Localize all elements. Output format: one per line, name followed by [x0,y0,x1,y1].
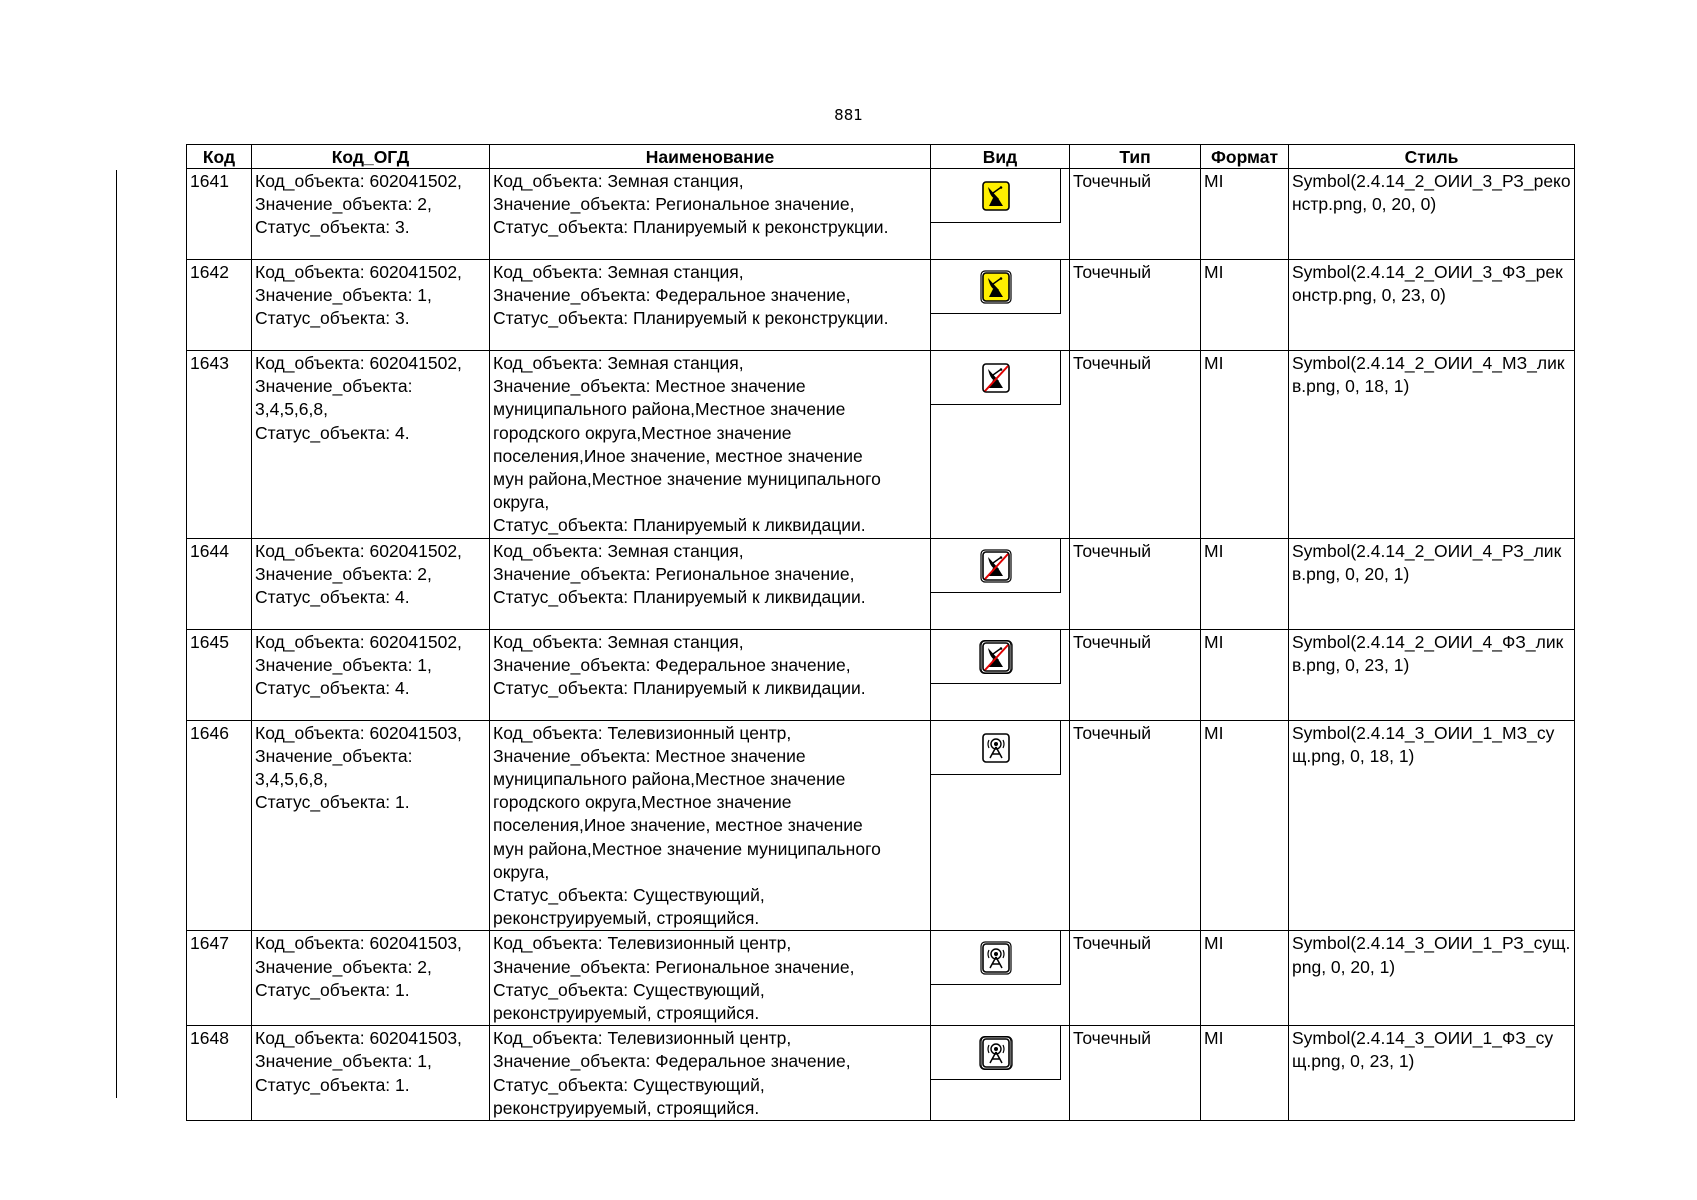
view-cell [931,260,1070,351]
style-cell [1289,351,1575,539]
cell-line: Значение_объекта: Федеральное значение, [493,1051,851,1072]
ogd-cell [252,538,490,629]
cell-line: Код_объекта: Телевизионный центр, [493,1028,792,1049]
header-style: Стиль [1289,145,1575,169]
page-number: 881 [834,106,863,124]
cell-line: Значение_объекта: Федеральное значение, [493,654,851,675]
name-cell [490,1026,931,1121]
cell-line: городского округа,Местное значение [493,792,792,813]
format-cell [1201,720,1289,931]
symbol-preview [931,1026,1061,1080]
cell-text: MI [1204,933,1224,954]
earth-station-reconstruction-federal-icon [979,270,1013,304]
margin-line [116,170,117,1098]
cell-line: Значение_объекта: Местное значение [493,376,806,397]
code-cell [187,260,252,351]
cell-text: 1646 [190,722,229,743]
ogd-cell [252,260,490,351]
view-cell [931,351,1070,539]
cell-text: Symbol(2.4.14_2_ОИИ_4_ФЗ_ликв.png, 0, 23, 1) [1292,631,1564,675]
cell-line: реконструируемый, строящийся. [493,1003,760,1024]
style-cell [1289,1026,1575,1121]
cell-line: Код_объекта: 602041503, [255,933,462,954]
cell-text: 1643 [190,353,229,373]
cell-text: MI [1204,171,1224,191]
code-cell [187,931,252,1026]
code-cell [187,169,252,260]
cell-line: Код_объекта: Телевизионный центр, [493,933,792,954]
ogd-cell [252,720,490,931]
cell-text: Symbol(2.4.14_3_ОИИ_1_РЗ_сущ.png, 0, 20, 1) [1292,933,1571,977]
cell-line: Код_объекта: 602041502, [255,631,462,652]
cell-line: реконструируемый, строящийся. [493,1097,760,1118]
format-cell [1201,1026,1289,1121]
cell-line: Статус_объекта: Существующий, [493,979,765,1000]
type-cell [1070,538,1201,629]
cell-line: округа, [493,492,550,513]
ogd-cell [252,351,490,539]
symbol-preview [931,931,1061,985]
cell-text: Точечный [1073,722,1152,743]
cell-line: Код_объекта: Земная станция, [493,353,744,373]
header-format: Формат [1201,145,1289,169]
name-cell [490,931,931,1026]
cell-line: Статус_объекта: Планируемый к реконструкции. [493,308,889,329]
cell-line: Статус_объекта: Планируемый к реконструкции. [493,217,889,238]
cell-text: Symbol(2.4.14_3_ОИИ_1_МЗ_сущ.png, 0, 18, 1) [1292,722,1555,766]
table-row [187,931,1575,1026]
table-row [187,629,1575,720]
cell-line: Код_объекта: 602041503, [255,722,462,743]
cell-line: Статус_объекта: Планируемый к ликвидации. [493,587,866,608]
table-row [187,260,1575,351]
format-cell [1201,629,1289,720]
cell-text: Точечный [1073,171,1152,191]
cell-line: Значение_объекта: Местное значение [493,745,806,766]
cell-line: поселения,Иное значение, местное значение [493,815,863,836]
cell-line: Код_объекта: 602041502, [255,540,462,561]
header-view: Вид [931,145,1070,169]
name-cell [490,169,931,260]
cell-line: 3,4,5,6,8, [255,399,328,420]
header-name: Наименование [490,145,931,169]
cell-text: MI [1204,353,1224,373]
table-row [187,720,1575,931]
cell-line: Код_объекта: Земная станция, [493,171,744,191]
symbol-preview [931,630,1061,684]
cell-line: Значение_объекта: Федеральное значение, [493,285,851,306]
name-cell [490,260,931,351]
symbol-preview [931,721,1061,775]
cell-line: Значение_объекта: Региональное значение, [493,956,855,977]
name-cell [490,538,931,629]
tv-center-existing-federal-icon [979,1036,1013,1070]
cell-text: MI [1204,1028,1224,1049]
format-cell [1201,931,1289,1026]
type-cell [1070,629,1201,720]
cell-text: Точечный [1073,540,1152,561]
cell-text: Symbol(2.4.14_2_ОИИ_4_МЗ_ликв.png, 0, 18, 1) [1292,353,1565,397]
ogd-cell [252,931,490,1026]
cell-line: Значение_объекта: 2, [255,194,432,215]
code-cell [187,629,252,720]
cell-line: Статус_объекта: 1. [255,1074,410,1095]
symbol-preview [931,539,1061,593]
ogd-cell [252,629,490,720]
cell-line: округа, [493,861,550,882]
table-header-row [187,145,1575,169]
type-cell [1070,260,1201,351]
format-cell [1201,538,1289,629]
table-row [187,351,1575,539]
cell-text: Точечный [1073,1028,1152,1049]
earth-station-liquidation-federal-icon [979,640,1013,674]
cell-line: муниципального района,Местное значение [493,769,846,790]
header-ogd: Код_ОГД [252,145,490,169]
cell-text: Точечный [1073,353,1152,373]
cell-line: Статус_объекта: Планируемый к ликвидации. [493,678,866,699]
cell-line: 3,4,5,6,8, [255,769,328,790]
cell-line: Значение_объекта: 1, [255,285,432,306]
table-row [187,1026,1575,1121]
view-cell [931,629,1070,720]
cell-line: Значение_объекта: [255,376,413,397]
view-cell [931,538,1070,629]
cell-line: городского округа,Местное значение [493,422,792,443]
cell-line: Статус_объекта: 1. [255,792,410,813]
code-cell [187,351,252,539]
earth-station-liquidation-regional-icon [979,549,1013,583]
cell-text: Symbol(2.4.14_3_ОИИ_1_ФЗ_сущ.png, 0, 23, 1) [1292,1028,1554,1072]
cell-text: 1647 [190,933,229,954]
cell-line: Код_объекта: 602041503, [255,1028,462,1049]
type-cell [1070,169,1201,260]
cell-text: Symbol(2.4.14_2_ОИИ_4_РЗ_ликв.png, 0, 20, 1) [1292,540,1562,584]
style-cell [1289,629,1575,720]
ogd-cell [252,169,490,260]
format-cell [1201,351,1289,539]
cell-text: Symbol(2.4.14_2_ОИИ_3_ФЗ_реконстр.png, 0, 23, 0) [1292,262,1563,306]
cell-line: Код_объекта: 602041502, [255,262,462,282]
cell-text: Точечный [1073,631,1152,652]
header-code: Код [187,145,252,169]
view-cell [931,931,1070,1026]
name-cell [490,720,931,931]
format-cell [1201,260,1289,351]
cell-line: Статус_объекта: Планируемый к ликвидации. [493,515,866,536]
code-cell [187,538,252,629]
cell-text: MI [1204,540,1224,561]
cell-text: 1642 [190,262,229,282]
cell-text: MI [1204,631,1224,652]
view-cell [931,169,1070,260]
cell-line: Код_объекта: Земная станция, [493,540,744,561]
tv-center-existing-local-icon [979,731,1013,765]
cell-line: Код_объекта: Земная станция, [493,631,744,652]
cell-text: Точечный [1073,262,1152,282]
cell-line: Значение_объекта: Региональное значение, [493,563,855,584]
cell-line: Значение_объекта: [255,745,413,766]
cell-line: Статус_объекта: 3. [255,308,410,329]
name-cell [490,629,931,720]
style-cell [1289,538,1575,629]
cell-line: Статус_объекта: Существующий, [493,885,765,906]
earth-station-liquidation-local-icon [979,361,1013,395]
symbol-table [186,144,1575,1121]
type-cell [1070,720,1201,931]
header-type: Тип [1070,145,1201,169]
format-cell [1201,169,1289,260]
cell-text: MI [1204,262,1224,282]
cell-line: Статус_объекта: 4. [255,587,410,608]
cell-line: мун района,Местное значение муниципального [493,469,881,490]
cell-line: мун района,Местное значение муниципального [493,838,881,859]
cell-text: Symbol(2.4.14_2_ОИИ_3_РЗ_реконстр.png, 0, 20, 0) [1292,171,1571,215]
cell-line: Значение_объекта: 1, [255,654,432,675]
cell-line: Статус_объекта: 3. [255,217,410,238]
view-cell [931,720,1070,931]
symbol-preview [931,260,1061,314]
cell-line: муниципального района,Местное значение [493,399,846,420]
cell-line: поселения,Иное значение, местное значение [493,445,863,466]
symbol-preview [931,351,1061,405]
type-cell [1070,351,1201,539]
cell-line: Статус_объекта: 4. [255,422,410,443]
cell-text: 1648 [190,1028,229,1049]
type-cell [1070,931,1201,1026]
style-cell [1289,260,1575,351]
cell-line: Значение_объекта: 2, [255,563,432,584]
view-cell [931,1026,1070,1121]
name-cell [490,351,931,539]
cell-text: 1645 [190,631,229,652]
table-row [187,538,1575,629]
style-cell [1289,169,1575,260]
symbol-preview [931,169,1061,223]
cell-text: Точечный [1073,933,1152,954]
cell-line: реконструируемый, строящийся. [493,908,760,929]
cell-line: Значение_объекта: 2, [255,956,432,977]
style-cell [1289,720,1575,931]
cell-line: Код_объекта: Телевизионный центр, [493,722,792,743]
tv-center-existing-regional-icon [979,941,1013,975]
cell-line: Статус_объекта: 4. [255,678,410,699]
code-cell [187,720,252,931]
cell-line: Значение_объекта: 1, [255,1051,432,1072]
earth-station-reconstruction-regional-icon [979,179,1013,213]
cell-line: Код_объекта: 602041502, [255,171,462,191]
cell-line: Статус_объекта: Существующий, [493,1074,765,1095]
type-cell [1070,1026,1201,1121]
cell-line: Значение_объекта: Региональное значение, [493,194,855,215]
cell-line: Код_объекта: 602041502, [255,353,462,373]
table-row [187,169,1575,260]
cell-text: 1641 [190,171,229,191]
cell-text: MI [1204,722,1224,743]
code-cell [187,1026,252,1121]
cell-text: 1644 [190,540,229,561]
cell-line: Код_объекта: Земная станция, [493,262,744,282]
ogd-cell [252,1026,490,1121]
style-cell [1289,931,1575,1026]
cell-line: Статус_объекта: 1. [255,979,410,1000]
